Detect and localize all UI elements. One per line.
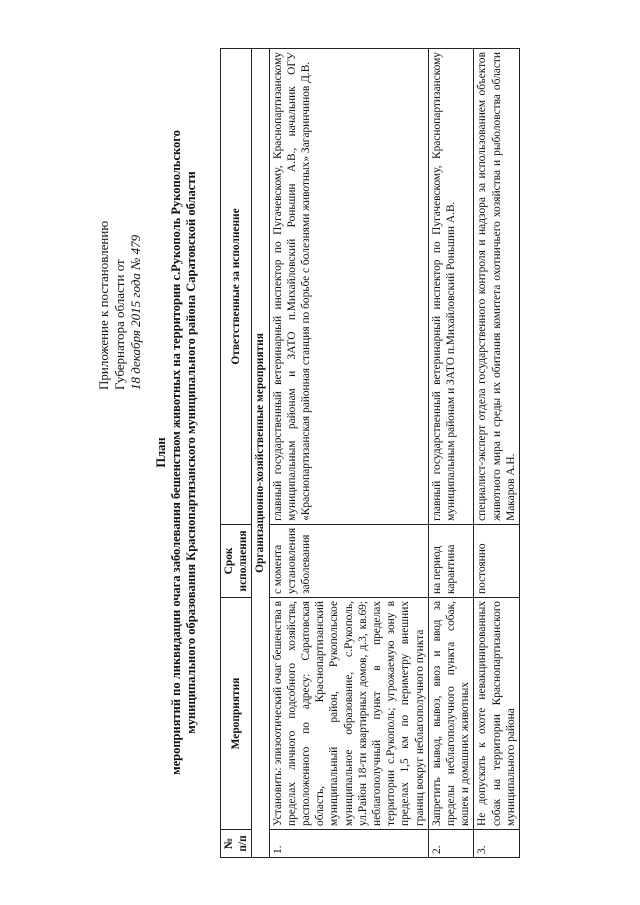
row-responsible: главный государственный ветеринарный инспектор по Пугачевскому, Краснопартизанскому муниципальным районам и ЗАТО п.Михайловский Роньшин А.В. <box>428 49 474 525</box>
section-title: Организационно-хозяйственные мероприятия <box>252 49 269 858</box>
header-deadline: Срок исполнения <box>221 524 252 597</box>
appendix-block <box>96 221 144 390</box>
row-responsible: специалист-эксперт отдела государственного контроля и надзора за использованием объектов животного мира и среды их обитания комитета охотничьего хозяйства и рыболовства области Макаров А.Н. <box>474 49 520 525</box>
table-header-row <box>221 49 252 858</box>
row-deadline: на период карантина <box>428 524 474 597</box>
document-title <box>154 90 199 815</box>
title-line-1: мероприятий по ликвидации очага заболевания бешенством животных на территории с.Рукополь Рукопольского <box>169 130 183 775</box>
plan-table <box>220 48 520 858</box>
row-num: 3. <box>474 830 520 858</box>
appendix-line-3: 18 декабря 2015 года № 479 <box>128 234 143 390</box>
title-line-2: муниципального образования Краснопартизанского муниципального района Саратовской области <box>184 171 198 734</box>
row-deadline: с момента установления заболевания <box>269 524 428 597</box>
row-num: 1. <box>269 830 428 858</box>
row-measures: Запретить вывод, вывоз, ввоз и ввод за пределы неблагополучного пункта собак, кошек и домашних животных <box>428 598 474 830</box>
appendix-line-2: Губернатора области от <box>112 259 127 390</box>
row-measures: Не допускать к охоте невакцинированных собак на территории Краснопартизанского муниципального района <box>474 598 520 830</box>
row-measures: Установить: эпизоотический очаг бешенства в пределах личного подсобного хозяйства, расположенного по адресу: Саратовская область, Краснопартизанский муниципальный район, Рукопольское муниципальное образование, с.Рукополь, ул.Район 18-ти квартирных домов, д.3, кв.69; неблагополучный пункт в пределах территории с.Рукополь; угрожаемую зону в пределах 1,5 км по периметру внешних границ вокруг неблагополучного пункта <box>269 598 428 830</box>
row-num: 2. <box>428 830 474 858</box>
header-num: № п/п <box>221 830 252 858</box>
header-measures: Мероприятия <box>221 598 252 830</box>
appendix-line-1: Приложение к постановлению <box>96 220 111 390</box>
header-responsible: Ответственные за исполнение <box>221 49 252 525</box>
table-row <box>269 49 428 858</box>
title-heading: План <box>154 437 168 468</box>
row-deadline: постоянно <box>474 524 520 597</box>
row-responsible: главный государственный ветеринарный инспектор по Пугачевскому, Краснопартизанскому муниципальным районам и ЗАТО п.Михайловский Роньшин А.В., начальник ОГУ «Краснопартизанская районная станция по борьбе с болезнями животных» Загаринчинов Д.В. <box>269 49 428 525</box>
table-row <box>474 49 520 858</box>
section-row <box>252 49 269 858</box>
table-row <box>428 49 474 858</box>
